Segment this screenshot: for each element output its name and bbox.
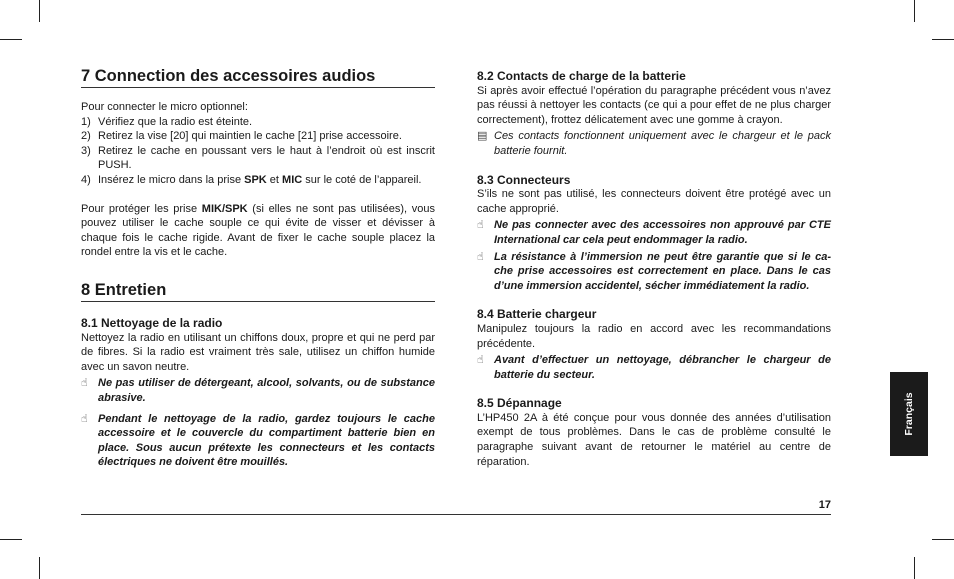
connection-steps	[81, 115, 435, 188]
section-8-1-title: 8.1 Nettoyage de la radio	[81, 315, 223, 330]
section-8-5-title: 8.5 Dépannage	[477, 396, 562, 411]
section-7-intro: Pour connecter le micro optionnel:	[81, 101, 248, 113]
crop-mark	[39, 557, 40, 579]
crop-mark	[0, 539, 22, 540]
warning-note: ☝ Avant d’effectuer un nettoyage, débrancher le chargeur de batterie du secteur.	[477, 354, 831, 381]
hand-icon: ☝	[477, 219, 484, 232]
step-item: 2) Retirez la vise [20] qui maintien le cache [21] prise accessoire.	[81, 130, 402, 143]
section-8-4-title: 8.4 Batterie chargeur	[477, 307, 597, 322]
hand-icon: ☝	[81, 377, 88, 390]
hand-icon: ☝	[81, 412, 88, 425]
crop-mark	[0, 39, 22, 40]
section-7-title: 7 Connection des accessoires audios	[81, 66, 435, 88]
warning-note: ☝ Pendant le nettoyage de la radio, gardez toujours le cache accessoire et le couvercle du compartiment batterie bien en place. Sous aucun prétexte les connecteurs et les contacts électriques ne doivent être mouillés.	[81, 412, 435, 469]
right-column	[477, 66, 831, 469]
section-8-3-body: S’ils ne sont pas utilisé, les connecteurs doivent être protégé avec un cache approprié.	[477, 188, 831, 215]
note-icon: ▤	[477, 130, 488, 143]
crop-mark	[914, 557, 915, 579]
crop-mark	[932, 539, 954, 540]
warning-note: ☝ Ne pas utiliser de détergeant, alcool, solvants, ou de substance abrasive.	[81, 377, 435, 404]
section-8-1-body: Nettoyez la radio en utilisant un chiffons doux, propre et qui ne perd par de fibres. Si la radio est vraiment très sale, utilisez un chiffon humide avec un savon neutre.	[81, 331, 435, 373]
section-8-2-body: Si après avoir effectué l’opération du paragraphe précédent vous n’avez pas réussi à nettoyer les contacts (ce qui a pour effet de ne plus charger correctement), frottez délicatement avec une gomme à crayon.	[477, 84, 831, 126]
left-column	[81, 66, 435, 470]
section-8-4-body: Manipulez toujours la radio en accord avec les recommandations précédente.	[477, 322, 831, 350]
crop-mark	[932, 39, 954, 40]
step-item: 4) Insérez le micro dans la prise SPK et MIC sur le coté de l’appareil.	[81, 173, 422, 186]
language-tab: Français	[890, 372, 928, 456]
section-8-2-title: 8.2 Contacts de charge de la batterie	[477, 69, 686, 83]
section-8-3-title: 8.3 Connecteurs	[477, 172, 571, 187]
warning-note: ☝ La résistance à l’immersion ne peut être garantie que si le ca-che prise accessoires est correctement en place. Dans le cas d’une immersion accidentel, sécher immédiatement la radio.	[477, 250, 831, 292]
crop-mark	[914, 0, 915, 22]
hand-icon: ☝	[477, 250, 484, 263]
warning-note: ☝ Ne pas connecter avec des accessoires non approuvé par CTE International car cela peut endommager la radio.	[477, 219, 831, 246]
section-8-title: 8 Entretien	[81, 280, 435, 302]
hand-icon: ☝	[477, 354, 484, 367]
info-note: ▤ Ces contacts fonctionnent uniquement avec le chargeur et le pack batterie fournit.	[477, 130, 831, 157]
protect-paragraph: Pour protéger les prise MIK/SPK (si elles ne sont pas utilisées), vous pouvez utiliser le cache souple ce qui évite de visser et dévisser à chaque fois le cache rigide. Avant de fixer le cache souple placez la rondel entre la vis et le cache.	[81, 202, 435, 259]
page-number: 17	[818, 499, 831, 511]
step-item: 1) Vérifiez que la radio est éteinte.	[81, 115, 253, 128]
crop-mark	[39, 0, 40, 22]
section-8-5-body: L’HP450 2A à été conçue pour vous donnée des années d’utilisation exempt de tous problèmes. Dans le cas de problème consulté le paragraphe suivant avant de retourner le matériel au centre de réparation.	[477, 411, 831, 468]
footer-rule	[81, 514, 831, 515]
step-item: 3) Retirez le cache en poussant vers le haut à l’endroit où est inscrit PUSH.	[81, 144, 435, 172]
